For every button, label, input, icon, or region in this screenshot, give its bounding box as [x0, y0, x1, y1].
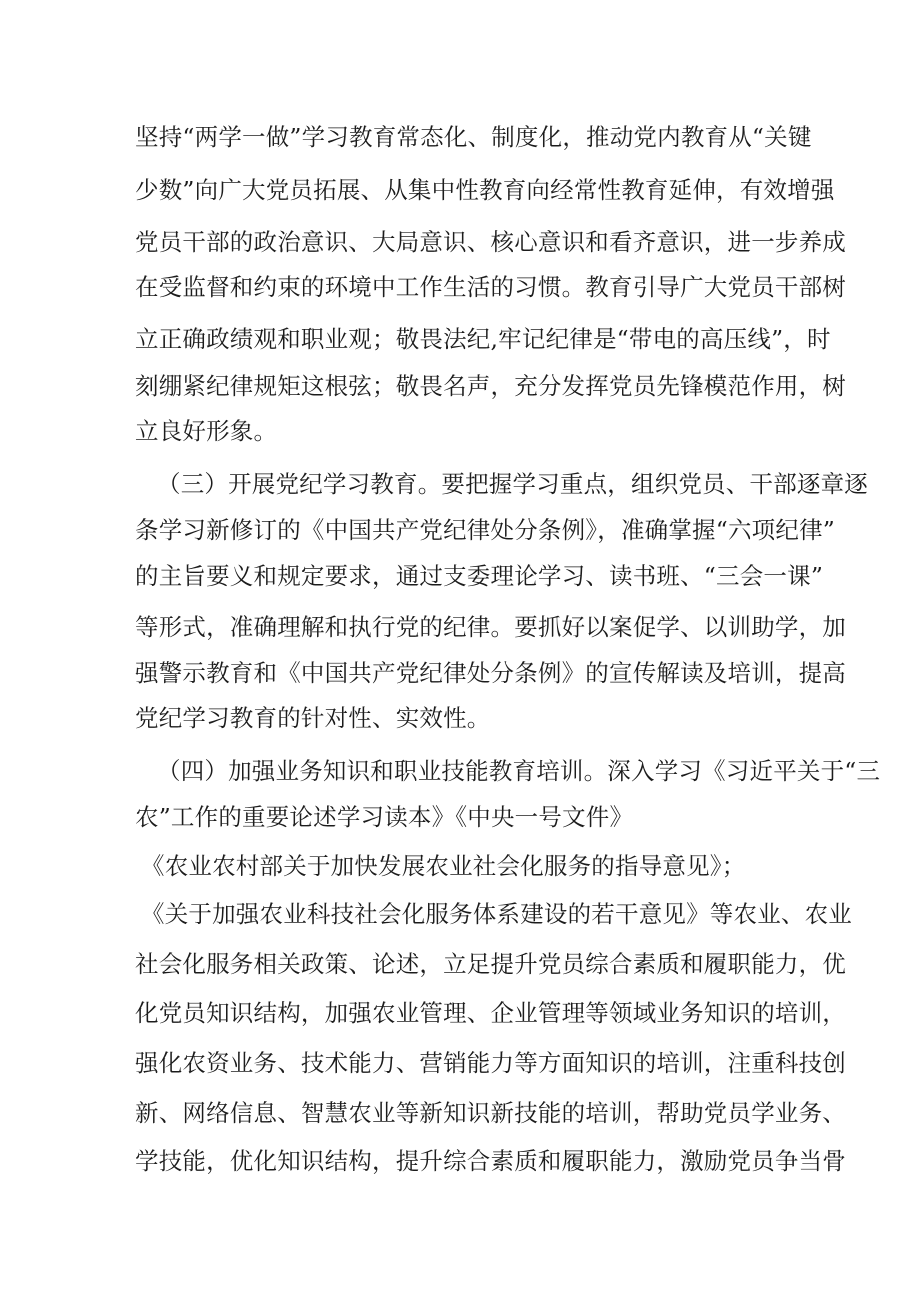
text-line: 学技能，优化知识结构，提升综合素质和履职能力，激励党员争当骨: [135, 1147, 846, 1175]
text-line: 《农业农村部关于加快发展农业社会化服务的指导意见》；: [141, 852, 746, 880]
text-line: 强警示教育和《中国共产党纪律处分条例》的宣传解读及培训，提高: [135, 659, 846, 687]
paragraph-heading-line: （四）加强业务知识和职业技能教育培训。深入学习《习近平关于“三: [157, 757, 881, 785]
text-line: 少数”向广大党员拓展、从集中性教育向经常性教育延伸，有效增强: [135, 176, 835, 204]
text-line: 《关于加强农业科技社会化服务体系建设的若干意见》等农业、农业: [141, 900, 852, 928]
text-line: 化党员知识结构，加强农业管理、企业管理等领域业务知识的培训，: [135, 999, 846, 1027]
text-line: 党员干部的政治意识、大局意识、核心意识和看齐意识，进一步养成: [135, 228, 846, 256]
text-line: 农”工作的重要论述学习读本》《中央一号文件》: [135, 803, 634, 831]
text-line: 强化农资业务、技术能力、营销能力等方面知识的培训，注重科技创: [135, 1049, 846, 1077]
text-line: 等形式，准确理解和执行党的纪律。要抓好以案促学、以训助学，加: [135, 613, 846, 641]
text-line: 社会化服务相关政策、论述，立足提升党员综合素质和履职能力，优: [135, 950, 846, 978]
text-line: 立良好形象。: [135, 417, 278, 445]
text-line: 条学习新修订的《中国共产党纪律处分条例》，准确掌握“六项纪律”: [135, 516, 835, 544]
paragraph-heading-line: （三）开展党纪学习教育。要把握学习重点，组织党员、干部逐章逐: [157, 470, 868, 498]
text-line: 党纪学习教育的针对性、实效性。: [135, 704, 491, 732]
text-line: 刻绷紧纪律规矩这根弦；敬畏名声，充分发挥党员先锋模范作用，树: [135, 372, 846, 400]
text-line: 在受监督和约束的环境中工作生活的习惯。教育引导广大党员干部树: [135, 273, 846, 301]
text-line: 的主旨要义和规定要求，通过支委理论学习、读书班、“三会一课”: [135, 562, 824, 590]
text-line: 坚持“两学一做”学习教育常态化、制度化，推动党内教育从“关键: [135, 123, 812, 151]
text-line: 立正确政绩观和职业观；敬畏法纪,牢记纪律是“带电的高压线”，时: [135, 325, 831, 353]
text-line: 新、网络信息、智慧农业等新知识新技能的培训，帮助党员学业务、: [135, 1099, 846, 1127]
